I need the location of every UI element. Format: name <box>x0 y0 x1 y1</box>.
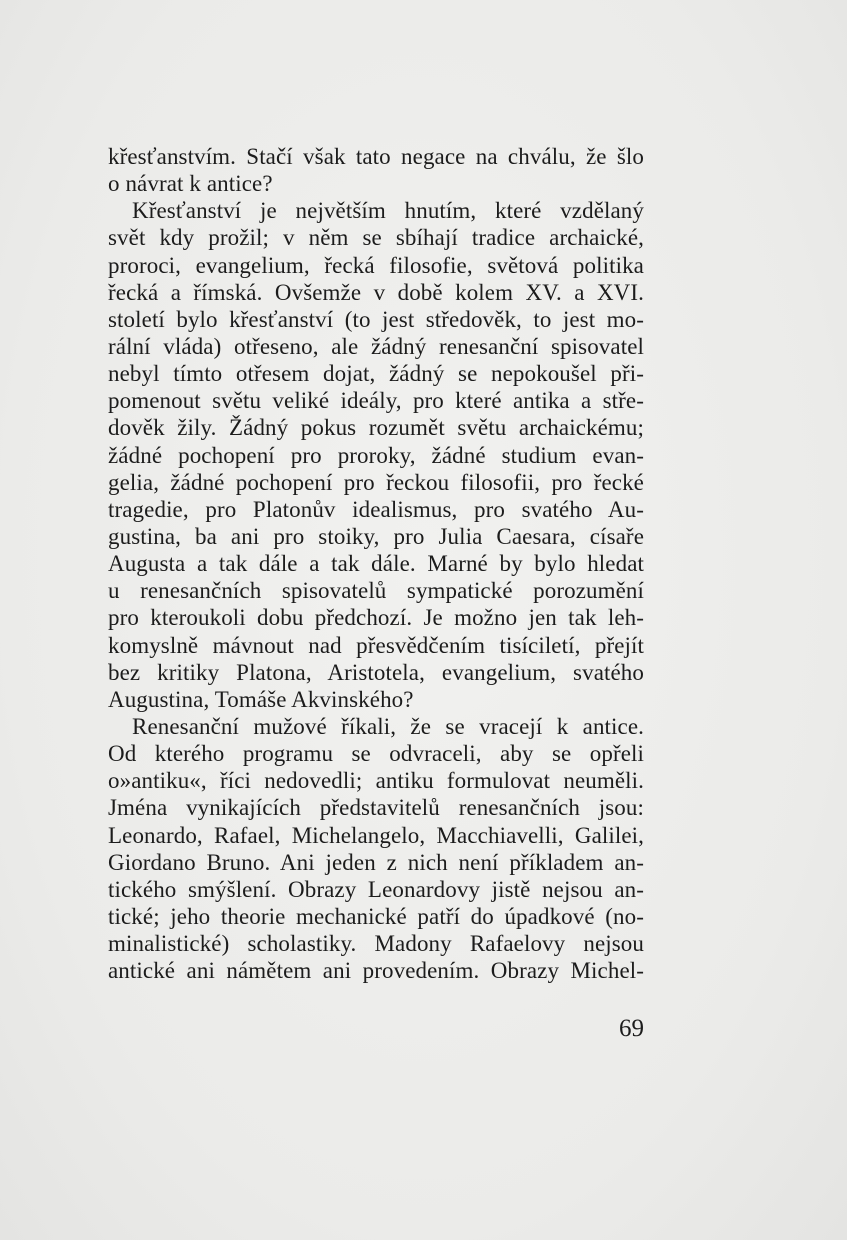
text-line: pomenout světu veliké ideály, pro které antika a stře- <box>108 388 644 414</box>
text-line: řecká a římská. Ovšemže v době kolem XV. a XVI. <box>108 279 644 305</box>
text-line: Křesťanství je největším hnutím, které vzdělaný <box>132 198 644 224</box>
text-line: u renesančních spisovatelů sympatické porozumění <box>108 578 644 604</box>
text-line: Od kterého programu se odvraceli, aby se opřeli <box>108 741 644 767</box>
text-line: minalistické) scholastiky. Madony Rafaelovy nejsou <box>108 931 644 957</box>
text-line: antické ani námětem ani provedením. Obrazy Michel- <box>108 958 644 984</box>
text-line: žádné pochopení pro proroky, žádné studium evan- <box>108 442 644 468</box>
text-line: Leonardo, Rafael, Michelangelo, Macchiavelli, Galilei, <box>108 822 644 848</box>
text-line: tragedie, pro Platonův idealismus, pro svatého Au- <box>108 496 644 522</box>
text-line: tického smýšlení. Obrazy Leonardovy jistě nejsou an- <box>108 876 644 902</box>
text-line: Augustina, Tomáše Akvinského? <box>108 686 414 712</box>
text-line: o návrat k antice? <box>108 171 273 197</box>
text-line: rální vláda) otřeseno, ale žádný renesanční spisovatel <box>108 333 644 359</box>
text-line: proroci, evangelium, řecká filosofie, světová politika <box>108 252 644 278</box>
text-line: Jména vynikajících představitelů renesančních jsou: <box>108 795 644 821</box>
text-line: Renesanční mužové říkali, že se vracejí k antice. <box>132 713 644 739</box>
text-line: svět kdy prožil; v něm se sbíhají tradice archaické, <box>108 225 644 251</box>
text-line: křesťanstvím. Stačí však tato negace na chválu, že šlo <box>108 144 644 169</box>
text-line: o»antiku«, říci nedovedli; antiku formulovat neuměli. <box>108 768 644 794</box>
text-line: Giordano Bruno. Ani jeden z nich není příkladem an- <box>108 849 644 875</box>
text-line: nebyl tímto otřesem dojat, žádný se nepokoušel při- <box>108 361 644 387</box>
text-line: gelia, žádné pochopení pro řeckou filosofii, pro řecké <box>108 469 644 495</box>
text-line: dověk žily. Žádný pokus rozumět světu archaickému; <box>108 415 644 441</box>
text-line: tické; jeho theorie mechanické patří do úpadkové (no- <box>108 903 644 929</box>
text-line: století bylo křesťanství (to jest středověk, to jest mo- <box>108 306 644 332</box>
body-text <box>108 143 644 984</box>
text-line: pro kteroukoli dobu předchozí. Je možno jen tak leh- <box>108 605 644 631</box>
text-line: bez kritiky Platona, Aristotela, evangelium, svatého <box>108 659 644 685</box>
text-line: Augusta a tak dále a tak dále. Marné by bylo hledat <box>108 551 644 577</box>
page-number: 69 <box>619 1015 644 1042</box>
text-line: komyslně mávnout nad přesvědčením tisíciletí, přejít <box>108 632 644 658</box>
text-line: gustina, ba ani pro stoiky, pro Julia Caesara, císaře <box>108 523 644 549</box>
